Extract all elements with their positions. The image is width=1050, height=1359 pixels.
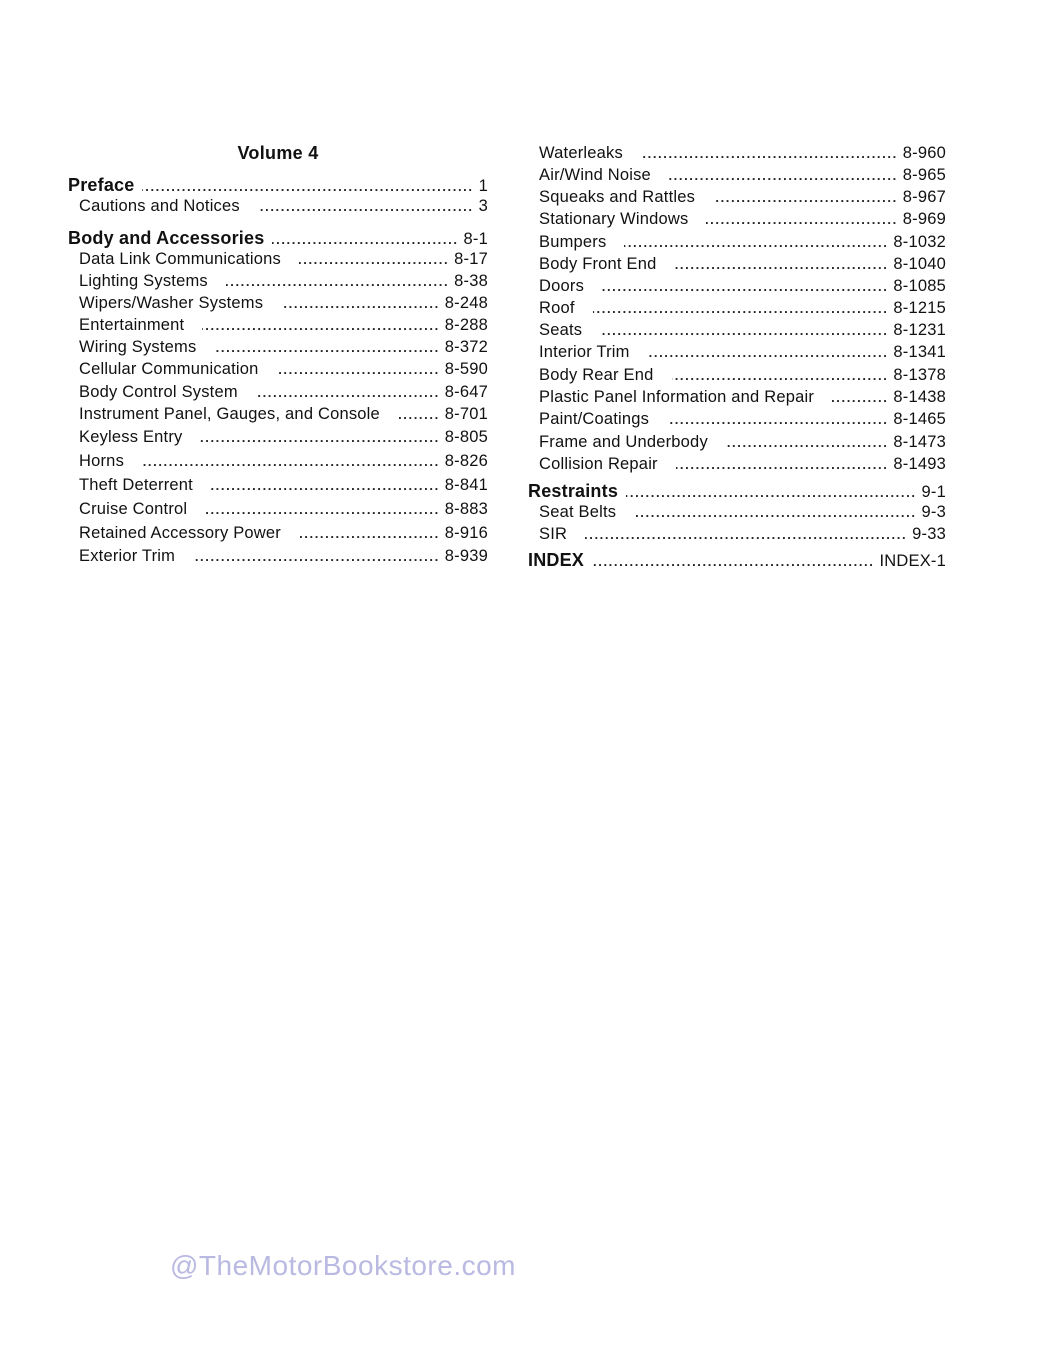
- dot-leader: [205, 502, 440, 517]
- toc-subsection-entry[interactable]: [528, 410, 946, 432]
- toc-entry-title: Lighting Systems: [79, 272, 208, 290]
- toc-entry-title: Horns: [79, 452, 125, 470]
- toc-page-number: 8-939: [444, 547, 488, 565]
- dot-leader: [200, 430, 439, 445]
- dot-leader: [648, 345, 889, 360]
- toc-subsection-entry[interactable]: [528, 503, 946, 525]
- toc-subsection-entry[interactable]: [528, 343, 946, 365]
- toc-page-number: INDEX-1: [879, 552, 946, 570]
- toc-entry-title: Cruise Control: [79, 500, 188, 518]
- dot-leader: [142, 454, 440, 469]
- toc-subsection-entry[interactable]: [68, 405, 488, 427]
- toc-entry-title: Waterleaks: [539, 144, 623, 162]
- toc-page-number: 8-248: [444, 294, 488, 312]
- toc-subsection-entry[interactable]: [528, 188, 946, 210]
- toc-page-number: 8-967: [902, 188, 946, 206]
- toc-entry-title: Restraints: [528, 481, 619, 501]
- toc-entry-title: Stationary Windows: [539, 210, 689, 228]
- toc-entry-title: Entertainment: [79, 316, 185, 334]
- toc-subsection-entry[interactable]: [528, 144, 946, 166]
- toc-page-number: 9-1: [921, 483, 946, 501]
- toc-entry-title: Data Link Communications: [79, 250, 281, 268]
- dot-leader: [299, 252, 449, 267]
- toc-page-number: 8-805: [444, 428, 488, 446]
- toc-page-number: 8-647: [444, 383, 488, 401]
- toc-entry-title: Theft Deterrent: [79, 476, 193, 494]
- toc-entry-title: Body and Accessories: [68, 228, 265, 248]
- dot-leader: [281, 296, 440, 311]
- dot-leader: [277, 362, 440, 377]
- toc-page-number: 8-1493: [893, 455, 946, 473]
- dot-leader: [593, 301, 889, 316]
- toc-subsection-entry[interactable]: [68, 428, 488, 450]
- toc-page-number: 8-1231: [893, 321, 946, 339]
- toc-entry-title: Frame and Underbody: [539, 433, 708, 451]
- toc-subsection-entry[interactable]: [68, 547, 488, 569]
- toc-subsection-entry[interactable]: [68, 360, 488, 382]
- toc-page-number: 3: [478, 197, 488, 215]
- toc-entry-title: INDEX: [528, 550, 585, 570]
- toc-page-number: 8-1473: [893, 433, 946, 451]
- toc-page-number: 8-965: [902, 166, 946, 184]
- toc-entry-title: Seats: [539, 321, 583, 339]
- dot-leader: [634, 505, 916, 520]
- toc-page-number: 8-960: [902, 144, 946, 162]
- dot-leader: [726, 435, 889, 450]
- toc-page-number: 8-969: [902, 210, 946, 228]
- dot-leader: [669, 168, 898, 183]
- dot-leader: [674, 257, 888, 272]
- dot-leader: [202, 318, 439, 333]
- toc-entry-title: Paint/Coatings: [539, 410, 650, 428]
- toc-entry-title: Body Rear End: [539, 366, 654, 384]
- toc-entry-title: Squeaks and Rattles: [539, 188, 696, 206]
- toc-page-number: 8-826: [444, 452, 488, 470]
- toc-page-number: 1: [478, 177, 488, 195]
- toc-subsection-entry[interactable]: [528, 166, 946, 188]
- dot-leader: [272, 232, 458, 247]
- toc-section-entry[interactable]: [68, 175, 488, 197]
- dot-leader: [226, 274, 449, 289]
- toc-page-number: 8-1032: [893, 233, 946, 251]
- toc-entry-title: Seat Belts: [539, 503, 617, 521]
- toc-entry-title: Interior Trim: [539, 343, 630, 361]
- dot-leader: [641, 146, 898, 161]
- toc-entry-title: Doors: [539, 277, 585, 295]
- toc-subsection-entry[interactable]: [528, 321, 946, 343]
- dot-leader: [214, 340, 439, 355]
- dot-leader: [256, 385, 440, 400]
- toc-entry-title: Wiring Systems: [79, 338, 197, 356]
- dot-leader: [585, 527, 907, 542]
- toc-page-number: 8-701: [444, 405, 488, 423]
- toc-page-number: 8-1465: [893, 410, 946, 428]
- toc-page-number: 8-841: [444, 476, 488, 494]
- dot-leader: [398, 407, 440, 422]
- toc-entry-title: Body Control System: [79, 383, 238, 401]
- dot-leader: [211, 478, 440, 493]
- toc-entry-title: Body Front End: [539, 255, 657, 273]
- toc-section-entry[interactable]: [528, 481, 946, 503]
- toc-subsection-entry[interactable]: [68, 338, 488, 360]
- toc-entry-title: Roof: [539, 299, 575, 317]
- dot-leader: [193, 549, 440, 564]
- toc-subsection-entry[interactable]: [68, 250, 488, 272]
- toc-entry-title: Wipers/Washer Systems: [79, 294, 264, 312]
- toc-subsection-entry[interactable]: [528, 210, 946, 232]
- toc-subsection-entry[interactable]: [68, 452, 488, 474]
- dot-leader: [713, 190, 898, 205]
- toc-page-number: 9-3: [921, 503, 946, 521]
- dot-leader: [602, 279, 888, 294]
- toc-subsection-entry[interactable]: [528, 455, 946, 477]
- toc-subsection-entry[interactable]: [528, 388, 946, 410]
- toc-page-number: 8-1341: [893, 343, 946, 361]
- toc-entry-title: Collision Repair: [539, 455, 658, 473]
- toc-entry-title: Keyless Entry: [79, 428, 183, 446]
- toc-subsection-entry[interactable]: [528, 277, 946, 299]
- toc-subsection-entry[interactable]: [68, 316, 488, 338]
- toc-subsection-entry[interactable]: [528, 366, 946, 388]
- dot-leader: [706, 212, 897, 227]
- toc-page-number: 8-1040: [893, 255, 946, 273]
- dot-leader: [667, 412, 888, 427]
- toc-subsection-entry[interactable]: [68, 197, 488, 219]
- toc-subsection-entry[interactable]: [68, 476, 488, 498]
- volume-title: Volume 4: [237, 143, 319, 163]
- dot-leader: [142, 179, 473, 194]
- toc-entry-title: Air/Wind Noise: [539, 166, 651, 184]
- toc-entry-title: SIR: [539, 525, 568, 543]
- toc-entry-title: Exterior Trim: [79, 547, 176, 565]
- toc-page-number: 8-1378: [893, 366, 946, 384]
- toc-entry-title: Retained Accessory Power: [79, 524, 281, 542]
- toc-subsection-entry[interactable]: [528, 525, 946, 547]
- dot-leader: [676, 457, 889, 472]
- toc-subsection-entry[interactable]: [528, 299, 946, 321]
- toc-subsection-entry[interactable]: [68, 294, 488, 316]
- toc-subsection-entry[interactable]: [68, 500, 488, 522]
- toc-subsection-entry[interactable]: [68, 524, 488, 546]
- dot-leader: [672, 368, 889, 383]
- dot-leader: [592, 554, 874, 569]
- toc-subsection-entry[interactable]: [68, 383, 488, 405]
- toc-section-entry[interactable]: [528, 550, 946, 572]
- dot-leader: [600, 323, 888, 338]
- toc-page-number: 8-38: [454, 272, 488, 290]
- toc-page-number: 8-372: [444, 338, 488, 356]
- toc-section-entry[interactable]: [68, 228, 488, 250]
- watermark-text: @TheMotorBookstore.com: [170, 1250, 516, 1281]
- dot-leader: [299, 526, 440, 541]
- toc-entry-title: Preface: [68, 175, 135, 195]
- toc-entry-title: Bumpers: [539, 233, 607, 251]
- toc-page-number: 8-1: [463, 230, 488, 248]
- dot-leader: [258, 199, 474, 214]
- toc-subsection-entry[interactable]: [528, 433, 946, 455]
- toc-subsection-entry[interactable]: [528, 255, 946, 277]
- toc-subsection-entry[interactable]: [68, 272, 488, 294]
- toc-page-number: 8-590: [444, 360, 488, 378]
- toc-page-number: 8-1215: [893, 299, 946, 317]
- dot-leader: [624, 235, 888, 250]
- dot-leader: [626, 485, 917, 500]
- toc-entry-title: Cellular Communication: [79, 360, 259, 378]
- toc-entry-title: Plastic Panel Information and Repair: [539, 388, 815, 406]
- toc-page-number: 8-17: [454, 250, 488, 268]
- toc-subsection-entry[interactable]: [528, 233, 946, 255]
- toc-entry-title: Cautions and Notices: [79, 197, 240, 215]
- toc-entry-title: Instrument Panel, Gauges, and Console: [79, 405, 380, 423]
- toc-page-number: 8-288: [444, 316, 488, 334]
- dot-leader: [832, 390, 888, 405]
- toc-page-number: 8-883: [444, 500, 488, 518]
- toc-page-number: 9-33: [912, 525, 946, 543]
- toc-page-number: 8-1085: [893, 277, 946, 295]
- toc-page-number: 8-1438: [893, 388, 946, 406]
- toc-page-number: 8-916: [444, 524, 488, 542]
